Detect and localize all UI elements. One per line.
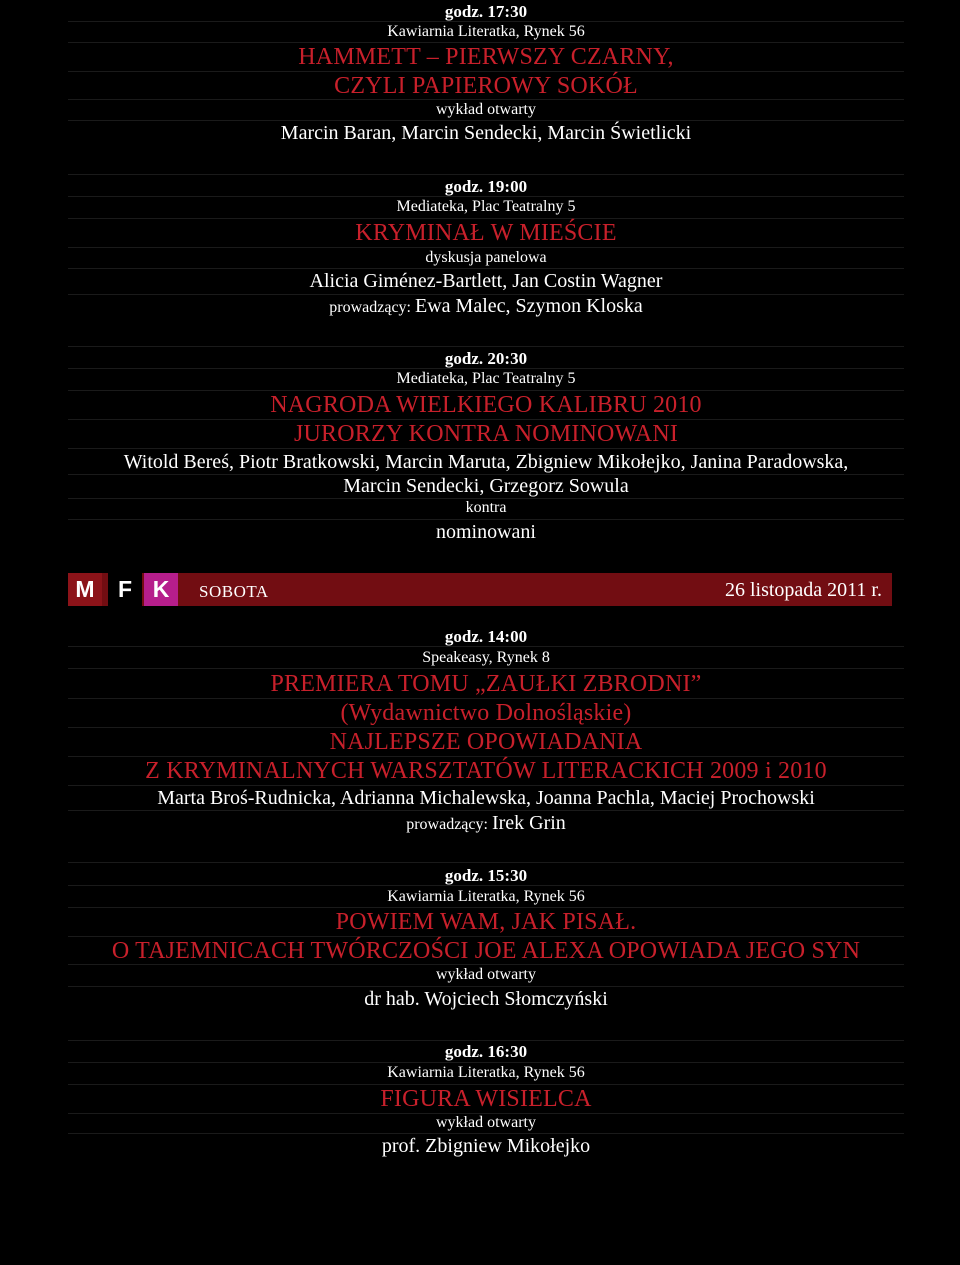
event-title: FIGURA WISIELCA	[380, 1086, 592, 1112]
event-title: Z KRYMINALNYCH WARSZTATÓW LITERACKICH 2009 i 2010	[145, 758, 827, 784]
event-participants: Marcin Baran, Marcin Sendecki, Marcin Świetlicki	[280, 122, 692, 144]
divider	[68, 247, 904, 248]
event-venue: Mediateka, Plac Teatralny 5	[396, 370, 576, 387]
host-label: prowadzący:	[329, 299, 411, 316]
logo-letter-k: K	[144, 573, 178, 606]
divider	[68, 986, 904, 987]
divider	[68, 419, 904, 420]
divider	[68, 698, 904, 699]
event-time: godz. 16:30	[444, 1042, 528, 1061]
host-label: prowadzący:	[406, 816, 488, 833]
event-participants: Marcin Sendecki, Grzegorz Sowula	[343, 475, 629, 497]
divider	[68, 42, 904, 43]
divider	[68, 810, 904, 811]
event-venue: Kawiarnia Literatka, Rynek 56	[387, 23, 585, 40]
divider	[68, 71, 904, 72]
event-type: dyskusja panelowa	[425, 249, 547, 266]
event-title: HAMMETT – PIERWSZY CZARNY,	[298, 44, 674, 70]
event-time: godz. 14:00	[444, 627, 528, 646]
divider	[68, 120, 904, 121]
event-participants-after: nominowani	[436, 521, 536, 543]
event-type: wykład otwarty	[436, 1114, 536, 1131]
divider	[68, 668, 904, 669]
event-title: CZYLI PAPIEROWY SOKÓŁ	[334, 73, 638, 99]
event-venue: Mediateka, Plac Teatralny 5	[396, 198, 576, 215]
event-time: godz. 20:30	[444, 349, 528, 368]
divider	[68, 1040, 904, 1041]
divider	[68, 964, 904, 965]
logo-letter-m: M	[68, 573, 102, 606]
event-time: godz. 17:30	[444, 2, 528, 21]
divider	[68, 368, 904, 369]
divider	[68, 1133, 904, 1134]
divider	[68, 1084, 904, 1085]
event-venue: Speakeasy, Rynek 8	[422, 649, 550, 666]
divider	[68, 268, 904, 269]
divider	[68, 346, 904, 347]
divider	[68, 936, 904, 937]
event-title: NAGRODA WIELKIEGO KALIBRU 2010	[270, 392, 702, 418]
divider	[68, 646, 904, 647]
event-venue: Kawiarnia Literatka, Rynek 56	[387, 1064, 585, 1081]
divider	[68, 756, 904, 757]
divider	[68, 907, 904, 908]
divider	[68, 218, 904, 219]
event-time: godz. 19:00	[444, 177, 528, 196]
divider	[68, 885, 904, 886]
event-participants: Alicia Giménez-Bartlett, Jan Costin Wagner	[309, 270, 663, 292]
host-names: Ewa Malec, Szymon Kloska	[415, 295, 643, 317]
event-participants: dr hab. Wojciech Słomczyński	[364, 988, 608, 1010]
event-title: (Wydawnictwo Dolnośląskie)	[340, 700, 632, 726]
day-name: SOBOTA	[199, 582, 269, 601]
divider	[68, 727, 904, 728]
divider	[68, 785, 904, 786]
divider	[68, 390, 904, 391]
day-header-bar	[68, 573, 892, 606]
divider	[68, 1062, 904, 1063]
event-title: POWIEM WAM, JAK PISAŁ.	[335, 909, 637, 935]
divider	[68, 196, 904, 197]
event-title: NAJLEPSZE OPOWIADANIA	[329, 729, 643, 755]
divider	[68, 174, 904, 175]
event-title: KRYMINAŁ W MIEŚCIE	[355, 220, 617, 246]
event-participants: Marta Broś-Rudnicka, Adrianna Michalewska, Joanna Pachla, Maciej Prochowski	[157, 787, 815, 809]
event-type: wykład otwarty	[436, 966, 536, 983]
divider	[68, 862, 904, 863]
event-title: PREMIERA TOMU „ZAUŁKI ZBRODNI”	[270, 671, 702, 697]
event-time: godz. 15:30	[444, 866, 528, 885]
day-date: 26 listopada 2011 r.	[724, 579, 882, 601]
logo-letter-f: F	[108, 573, 142, 606]
divider	[68, 21, 904, 22]
event-type: wykład otwarty	[436, 101, 536, 118]
event-venue: Kawiarnia Literatka, Rynek 56	[387, 888, 585, 905]
host-names: Irek Grin	[491, 812, 566, 834]
event-host	[68, 296, 904, 316]
divider	[68, 448, 904, 449]
divider	[68, 519, 904, 520]
event-participants: Witold Bereś, Piotr Bratkowski, Marcin Maruta, Zbigniew Mikołejko, Janina Paradowska,	[123, 451, 849, 473]
event-title: JURORZY KONTRA NOMINOWANI	[293, 421, 679, 447]
event-type: kontra	[465, 499, 507, 516]
divider	[68, 99, 904, 100]
event-participants: prof. Zbigniew Mikołejko	[381, 1135, 591, 1157]
event-title: O TAJEMNICACH TWÓRCZOŚCI JOE ALEXA OPOWIADA JEGO SYN	[111, 938, 861, 964]
event-host	[68, 813, 904, 833]
